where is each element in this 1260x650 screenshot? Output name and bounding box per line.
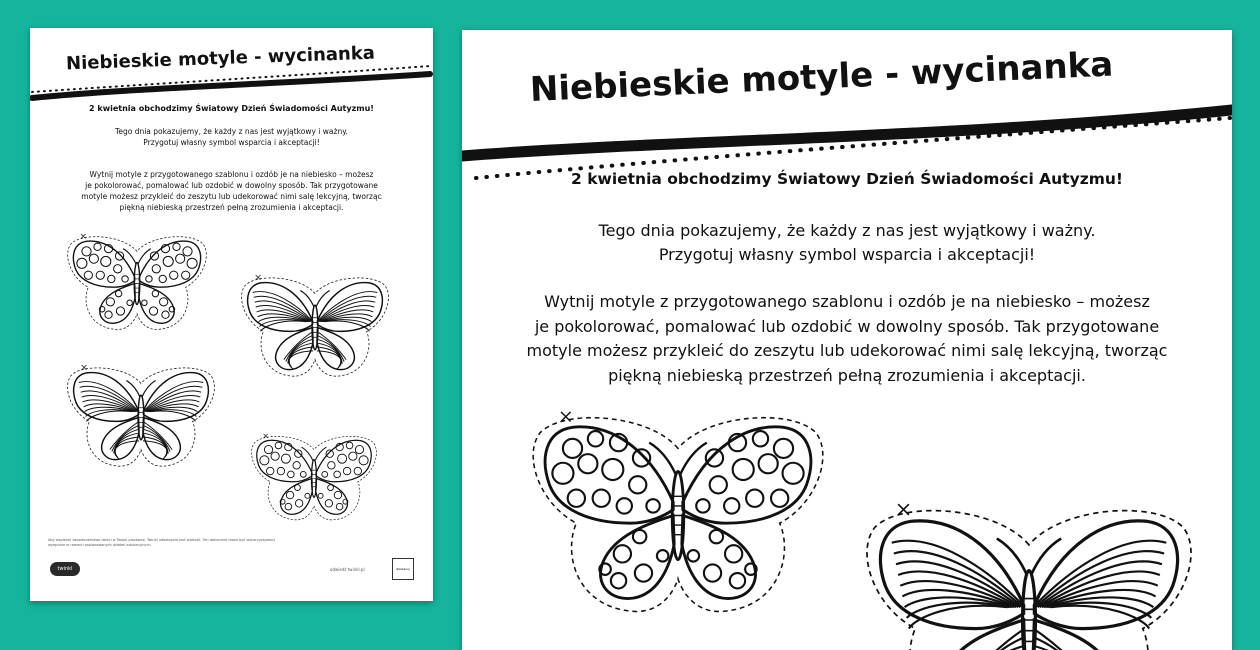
subtitle: 2 kwietnia obchodzimy Światowy Dzień Świadomości Autyzmu! [571,170,1123,188]
header-divider [462,30,1232,190]
butterfly-cutout-striped [68,364,214,471]
butterfly-cutout-spotted [534,410,822,621]
butterfly-cutout-striped [242,274,388,381]
page-title: Niebieskie motyle - wycinanka [529,44,1114,110]
thumbnail-paragraph-2 [30,169,433,213]
paragraph-1 [462,219,1232,267]
thumbnail-paragraph-1 [30,126,433,148]
qr-code-icon: Zeskanuj [392,558,414,580]
thumbnail-subtitle: 2 kwietnia obchodzimy Światowy Dzień Świadomości Autyzmu! [89,104,374,113]
paragraph-2-line: piękną niebieską przestrzeń pełną zrozumienia i akceptacji. [608,365,1086,385]
worksheet-thumbnail[interactable] [30,28,433,601]
brand-logo: twinkl [50,562,80,576]
thumbnail-paragraph-1-line: Przygotuj własny symbol wsparcia i akceptacji! [143,138,320,147]
thumbnail-paragraph-2-line: je pokolorować, pomalować lub ozdobić w dowolny sposób. Tak przygotowane [85,181,378,190]
thumbnail-paragraph-2-line: Wytnij motyle z przygotowanego szablonu i ozdób je na niebiesko – możesz [89,170,374,179]
thumbnail-header-divider [30,28,433,108]
butterfly-cutout-spotted [252,433,376,524]
paragraph-2-line: Wytnij motyle z przygotowanego szablonu i ozdób je na niebiesko – możesz [544,292,1150,311]
paragraph-2-line: motyle możesz przykleić do zeszytu lub udekorować nimi salę lekcyjną, tworząc [526,341,1168,360]
thumbnail-paragraph-1-line: Tego dnia pokazujemy, że każdy z nas jest wyjątkowy i ważny. [115,127,348,136]
footer-fine-print: Aby wspierać bezpieczeństwo dzieci w Twojej placówce, Twinkl udostępnia jest wartość. Ten dokument może być wykorzystywany wyłącznie w ramach zaplanowanych działań edukacyjnych. [48,538,276,547]
paragraph-1-line: Tego dnia pokazujemy, że każdy z nas jest wyjątkowy i ważny. [598,221,1096,240]
butterfly-cutout-spotted [68,233,206,334]
butterfly-cutout-striped [868,502,1190,650]
footer-site: odwiedź twinkl.pl [330,567,365,572]
paragraph-2 [462,290,1232,388]
thumbnail-paragraph-2-line: piękną niebieską przestrzeń pełną zrozumienia i akceptacji. [119,203,344,212]
thumbnail-paragraph-2-line: motyle możesz przykleić do zeszytu lub udekorować nimi salę lekcyjną, tworząc [81,192,382,201]
paragraph-1-line: Przygotuj własny symbol wsparcia i akceptacji! [658,245,1036,264]
thumbnail-title: Niebieskie motyle - wycinanka [65,42,376,75]
worksheet-zoomed[interactable] [462,30,1232,650]
paragraph-2-line: je pokolorować, pomalować lub ozdobić w dowolny sposób. Tak przygotowane [534,316,1160,336]
